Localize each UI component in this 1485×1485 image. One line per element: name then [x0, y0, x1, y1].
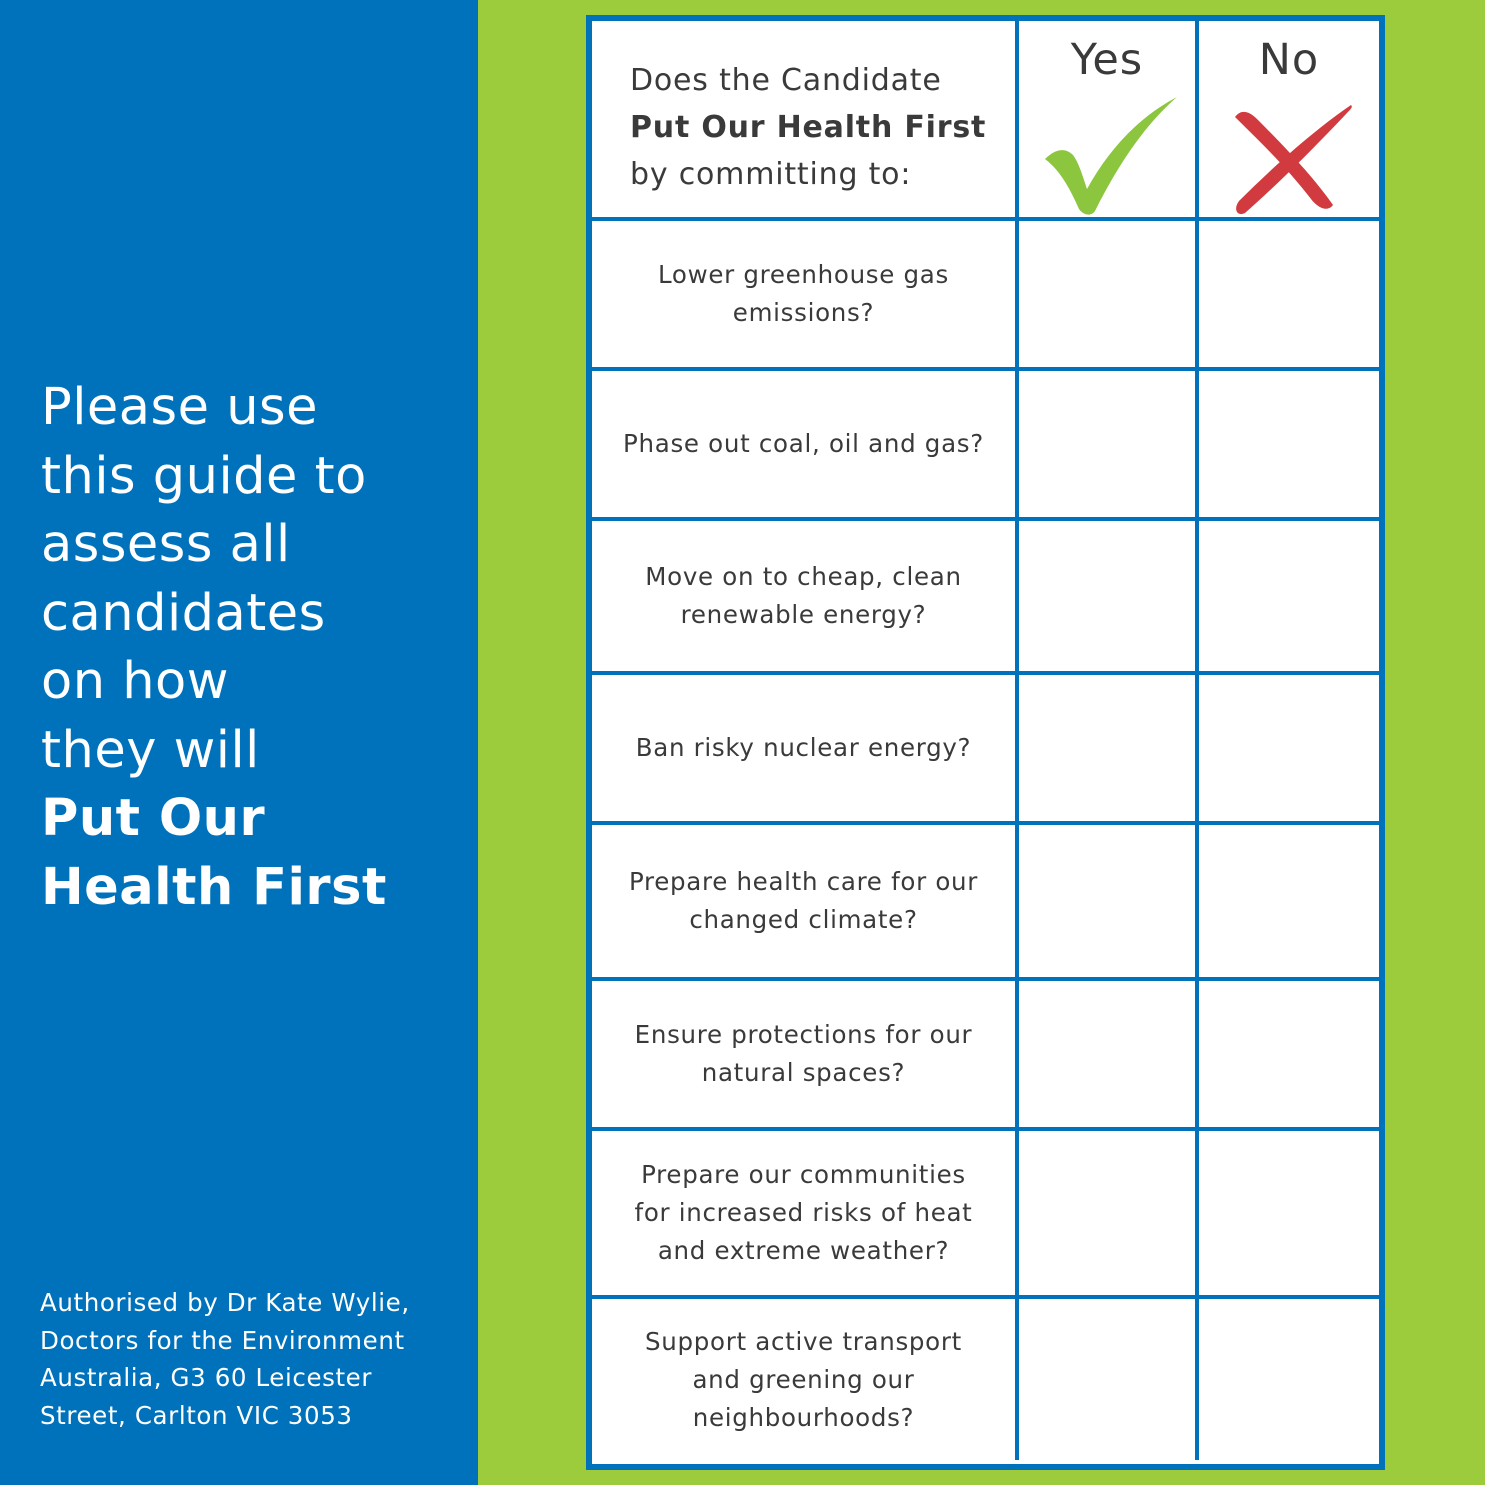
header-line: by committing to:	[630, 157, 912, 192]
header-question-cell	[592, 21, 1019, 221]
intro-line: assess all	[41, 515, 291, 574]
question-text: Support active transport	[645, 1326, 962, 1356]
intro-bold-line: Health First	[41, 857, 387, 917]
yes-answer-box[interactable]	[1019, 521, 1199, 675]
question-text: and greening our	[692, 1364, 915, 1394]
question-text: Phase out coal, oil and gas?	[623, 429, 984, 458]
no-answer-box[interactable]	[1199, 221, 1379, 371]
yes-answer-box[interactable]	[1019, 221, 1199, 371]
intro-line: on how	[41, 652, 229, 711]
no-answer-box[interactable]	[1199, 371, 1379, 521]
question-text: changed climate?	[689, 905, 918, 934]
question-text: and extreme weather?	[657, 1236, 950, 1265]
authorisation-line: Street, Carlton VIC 3053	[40, 1400, 353, 1430]
no-answer-box[interactable]	[1199, 675, 1379, 825]
yes-label: Yes	[1070, 35, 1144, 85]
question-text: emissions?	[732, 298, 875, 327]
question-cell	[592, 221, 1019, 371]
cross-mark-icon	[1227, 101, 1353, 219]
question-text: natural spaces?	[701, 1058, 906, 1087]
authorisation-line: Australia, G3 60 Leicester	[40, 1363, 373, 1392]
left-panel	[0, 0, 478, 1485]
yes-column-header	[1019, 21, 1199, 221]
no-column-header	[1199, 21, 1379, 221]
question-text: Ensure protections for our	[634, 1020, 973, 1049]
question-text: neighbourhoods?	[692, 1402, 915, 1432]
intro-bold-line: Put Our	[41, 789, 266, 848]
no-answer-box[interactable]	[1199, 521, 1379, 675]
intro-line: they will	[41, 720, 260, 780]
no-answer-box[interactable]	[1199, 981, 1379, 1131]
check-mark-icon	[1041, 97, 1181, 215]
question-text: Prepare health care for our	[628, 867, 979, 896]
question-cell	[592, 521, 1019, 675]
yes-answer-box[interactable]	[1019, 675, 1199, 825]
authorisation-line: Doctors for the Environment	[40, 1325, 405, 1355]
yes-answer-box[interactable]	[1019, 371, 1199, 521]
question-cell	[592, 1299, 1019, 1460]
question-text: Move on to cheap, clean	[645, 562, 962, 591]
yes-answer-box[interactable]	[1019, 981, 1199, 1131]
yes-answer-box[interactable]	[1019, 1299, 1199, 1460]
question-text: renewable energy?	[680, 600, 927, 629]
no-answer-box[interactable]	[1199, 1299, 1379, 1460]
authorisation-statement	[40, 1284, 470, 1434]
intro-line: this guide to	[41, 446, 367, 506]
intro-text	[41, 374, 471, 922]
no-answer-box[interactable]	[1199, 1131, 1379, 1299]
intro-line: candidates	[41, 583, 326, 643]
no-answer-box[interactable]	[1199, 825, 1379, 981]
question-text: for increased risks of heat	[634, 1198, 973, 1227]
authorisation-line: Authorised by Dr Kate Wylie,	[40, 1288, 410, 1317]
question-cell	[592, 981, 1019, 1131]
question-text: Lower greenhouse gas	[658, 260, 949, 289]
question-text: Prepare our communities	[641, 1160, 966, 1189]
intro-line: Please use	[41, 378, 318, 437]
question-cell	[592, 1131, 1019, 1299]
header-line: Does the Candidate	[630, 63, 942, 98]
question-cell	[592, 825, 1019, 981]
yes-answer-box[interactable]	[1019, 1131, 1199, 1299]
question-text: Ban risky nuclear energy?	[635, 733, 972, 762]
yes-answer-box[interactable]	[1019, 825, 1199, 981]
candidate-checklist-table	[586, 15, 1385, 1470]
question-cell	[592, 675, 1019, 825]
no-label: No	[1258, 35, 1320, 85]
question-cell	[592, 371, 1019, 521]
header-bold-line: Put Our Health First	[630, 110, 987, 145]
